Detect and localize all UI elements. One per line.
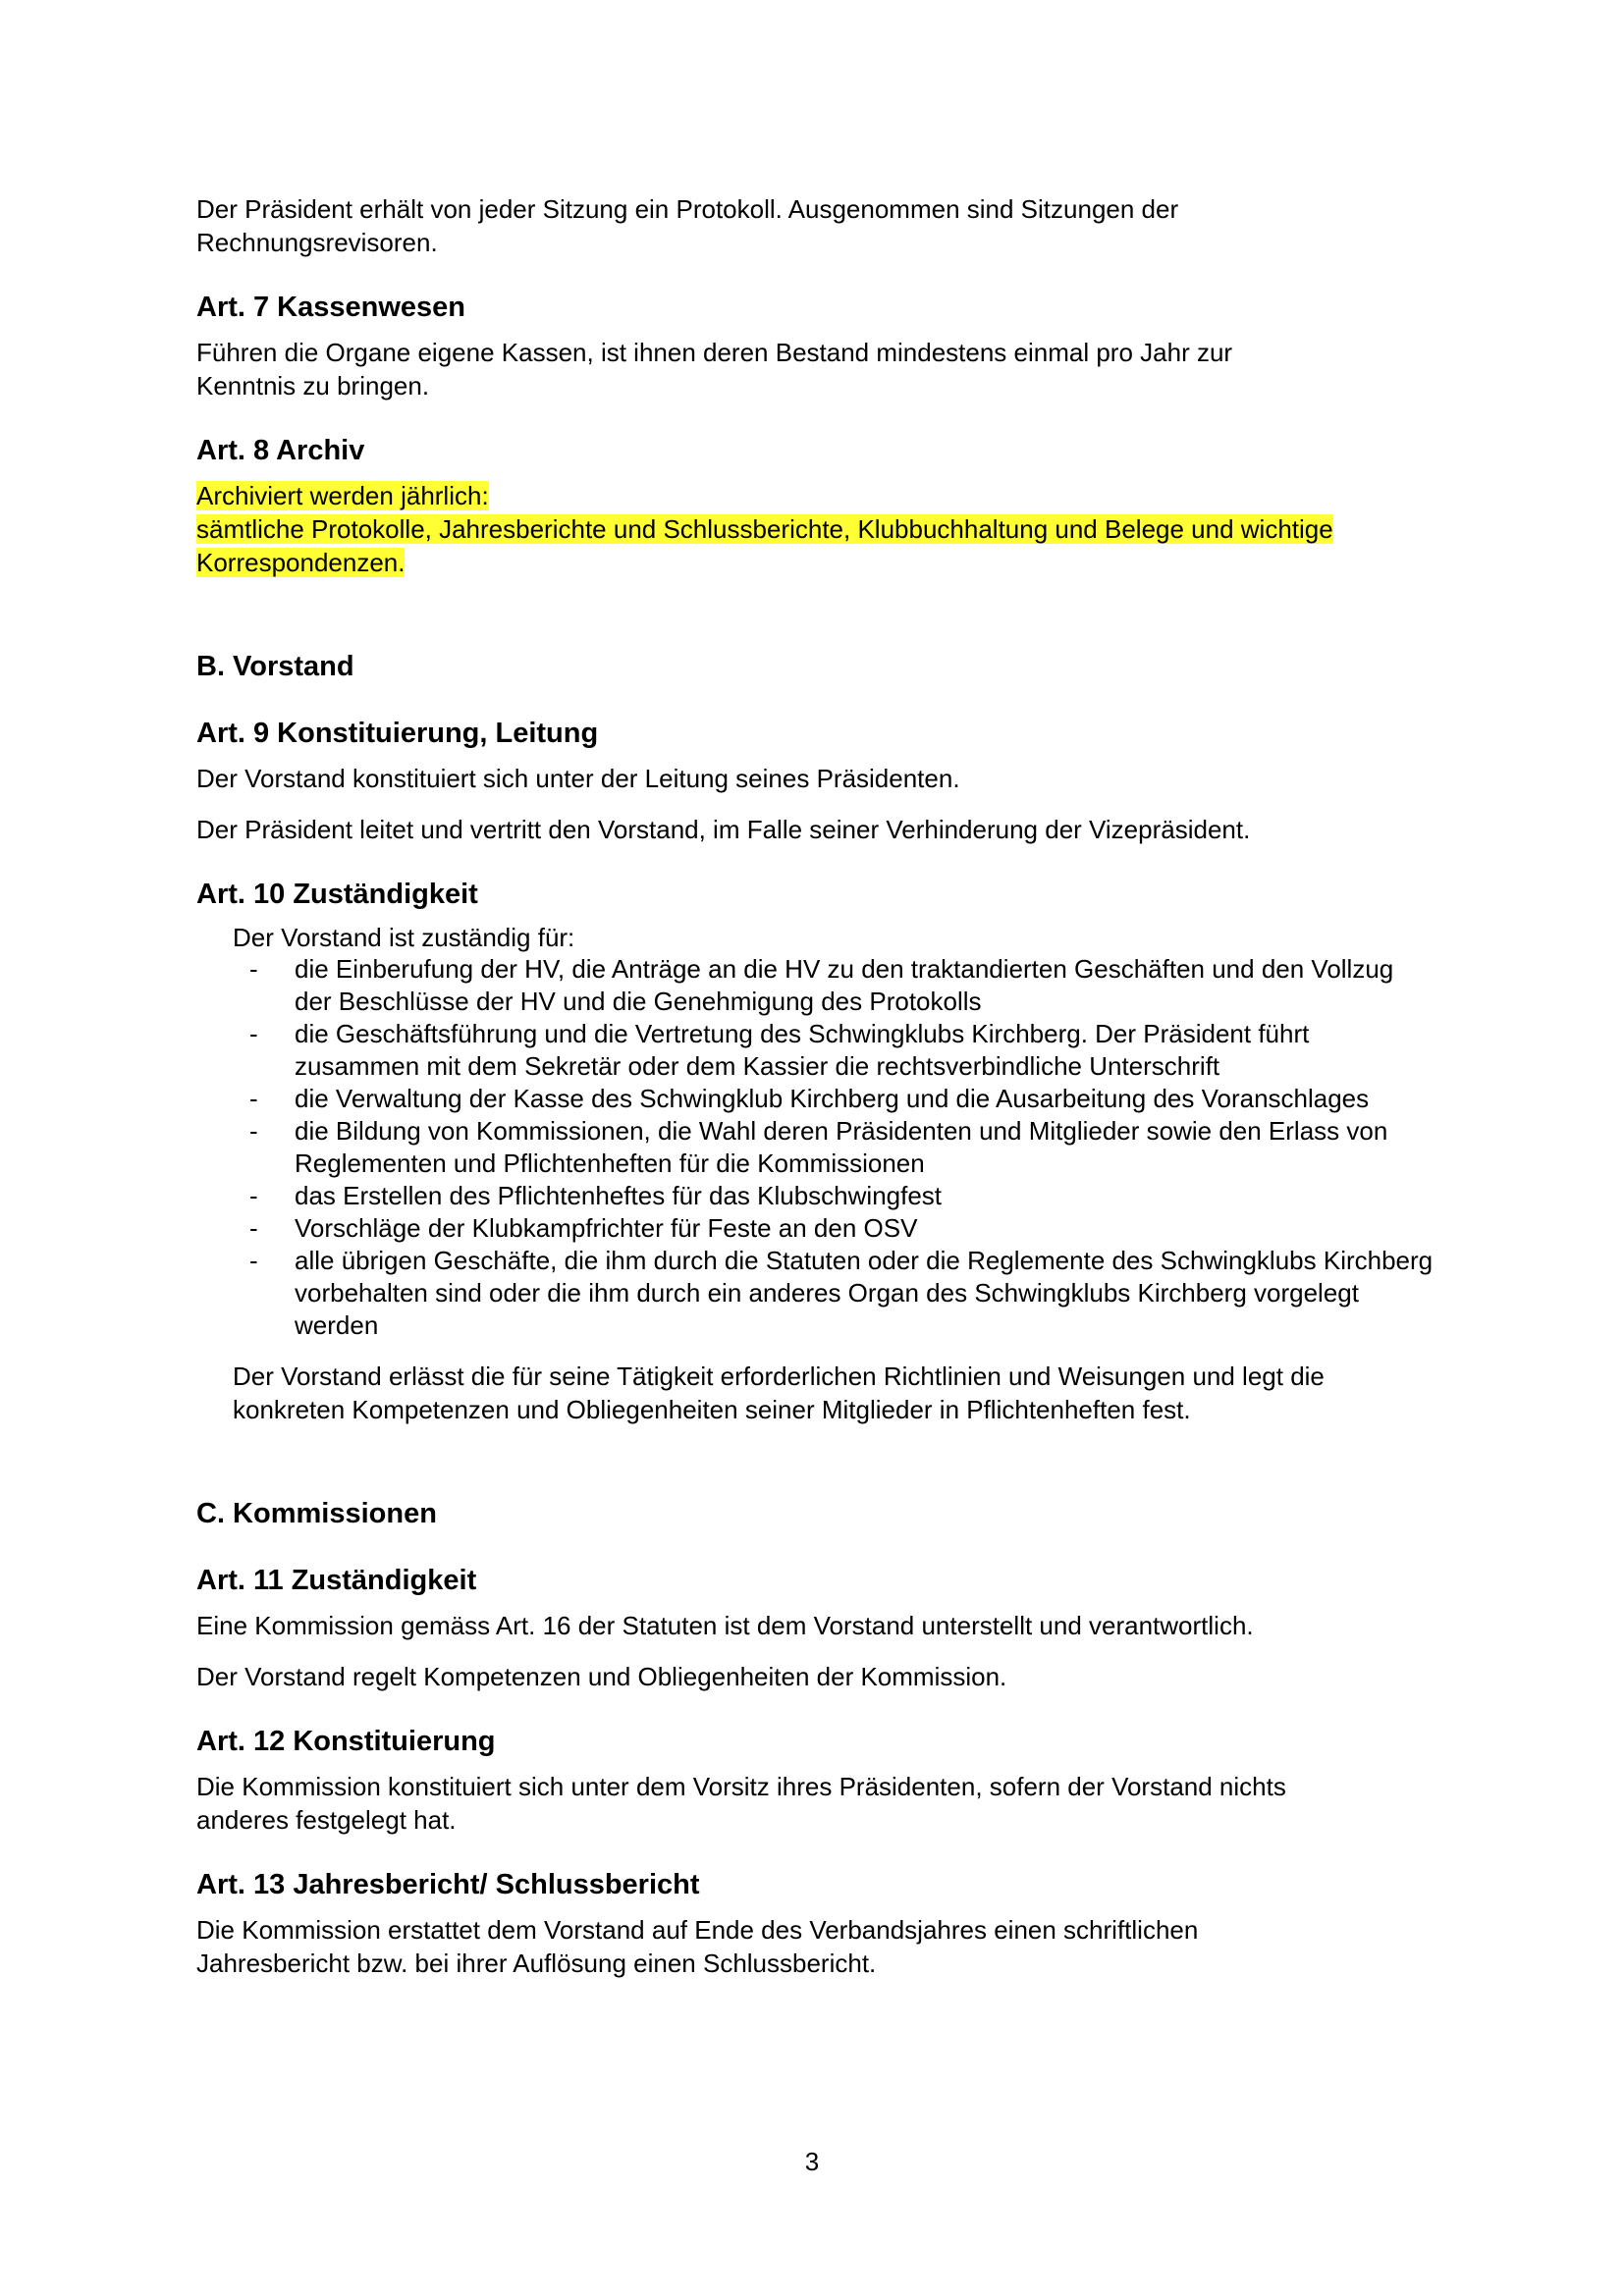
art7-paragraph: Führen die Organe eigene Kassen, ist ihnen deren Bestand mindestens einmal pro Jahr zur Kenntnis zu bringen. [196, 338, 1233, 400]
art8-heading: Art. 8 Archiv [196, 435, 365, 466]
art13-paragraph: Die Kommission erstattet dem Vorstand auf Ende des Verbandsjahres einen schriftlichen Jahresbericht bzw. bei ihrer Auflösung einen Schlussbericht. [196, 1915, 1199, 1978]
list-item: - die Bildung von Kommissionen, die Wahl deren Präsidenten und Mitglieder sowie den Erlass von Reglementen und Pflichtenheften für die Kommissionen [196, 1115, 1414, 1180]
art11-paragraph-2: Der Vorstand regelt Kompetenzen und Obliegenheiten der Kommission. [196, 1662, 1007, 1691]
art9-heading: Art. 9 Konstituierung, Leitung [196, 718, 599, 749]
art9-paragraph-1: Der Vorstand konstituiert sich unter der Leitung seines Präsidenten. [196, 764, 960, 793]
art7-heading: Art. 7 Kassenwesen [196, 292, 466, 323]
list-item: - die Verwaltung der Kasse des Schwingklub Kirchberg und die Ausarbeitung des Voranschlages [196, 1083, 1542, 1115]
art13-heading: Art. 13 Jahresbericht/ Schlussbericht [196, 1869, 700, 1900]
list-item: - die Einberufung der HV, die Anträge an die HV zu den traktandierten Geschäften und den Vollzug der Beschlüsse der HV und die Genehmigung des Protokolls [196, 953, 1414, 1018]
art10-heading: Art. 10 Zuständigkeit [196, 879, 478, 910]
list-item: - Vorschläge der Klubkampfrichter für Feste an den OSV [196, 1212, 1443, 1245]
art12-paragraph: Die Kommission konstituiert sich unter dem Vorsitz ihres Präsidenten, sofern der Vorstand nichts anderes festgelegt hat. [196, 1772, 1286, 1835]
art10-intro: Der Vorstand ist zuständig für: [233, 923, 575, 952]
list-item: - die Geschäftsführung und die Vertretung des Schwingklubs Kirchberg. Der Präsident führt zusammen mit dem Sekretär oder dem Kassier die rechtsverbindliche Unterschrift [196, 1018, 1414, 1083]
section-b-heading: B. Vorstand [196, 651, 354, 682]
art12-heading: Art. 12 Konstituierung [196, 1726, 496, 1757]
intro-paragraph: Der Präsident erhält von jeder Sitzung ein Protokoll. Ausgenommen sind Sitzungen der Rechnungsrevisoren. [196, 194, 1179, 257]
art10-list [196, 953, 1443, 1342]
art8-highlight-line1: Archiviert werden jährlich: [196, 481, 489, 510]
art8-highlight-line2: sämtliche Protokolle, Jahresberichte und Schlussberichte, Klubbuchhaltung und Belege und wichtige Korrespondenzen. [196, 514, 1333, 577]
page-number: 3 [804, 2147, 820, 2176]
list-item: - das Erstellen des Pflichtenheftes für das Klubschwingfest [196, 1180, 1443, 1212]
document-page [196, 192, 1443, 1980]
section-c-heading: C. Kommissionen [196, 1498, 437, 1529]
art10-closing: Der Vorstand erlässt die für seine Tätigkeit erforderlichen Richtlinien und Weisungen und legt die konkreten Kompetenzen und Obliegenheiten seiner Mitglieder in Pflichtenheften fest. [233, 1362, 1325, 1424]
art9-paragraph-2: Der Präsident leitet und vertritt den Vorstand, im Falle seiner Verhinderung der Vizepräsident. [196, 815, 1251, 844]
art8-paragraph [196, 479, 1335, 579]
list-item: - alle übrigen Geschäfte, die ihm durch die Statuten oder die Reglemente des Schwingklubs Kirchberg vorbehalten sind oder die ihm durch ein anderes Organ des Schwingklubs Kirchberg vorgelegt werden [196, 1245, 1434, 1342]
art11-paragraph-1: Eine Kommission gemäss Art. 16 der Statuten ist dem Vorstand unterstellt und verantwortlich. [196, 1611, 1254, 1640]
art10-body [196, 923, 1443, 1426]
art11-heading: Art. 11 Zuständigkeit [196, 1565, 477, 1596]
